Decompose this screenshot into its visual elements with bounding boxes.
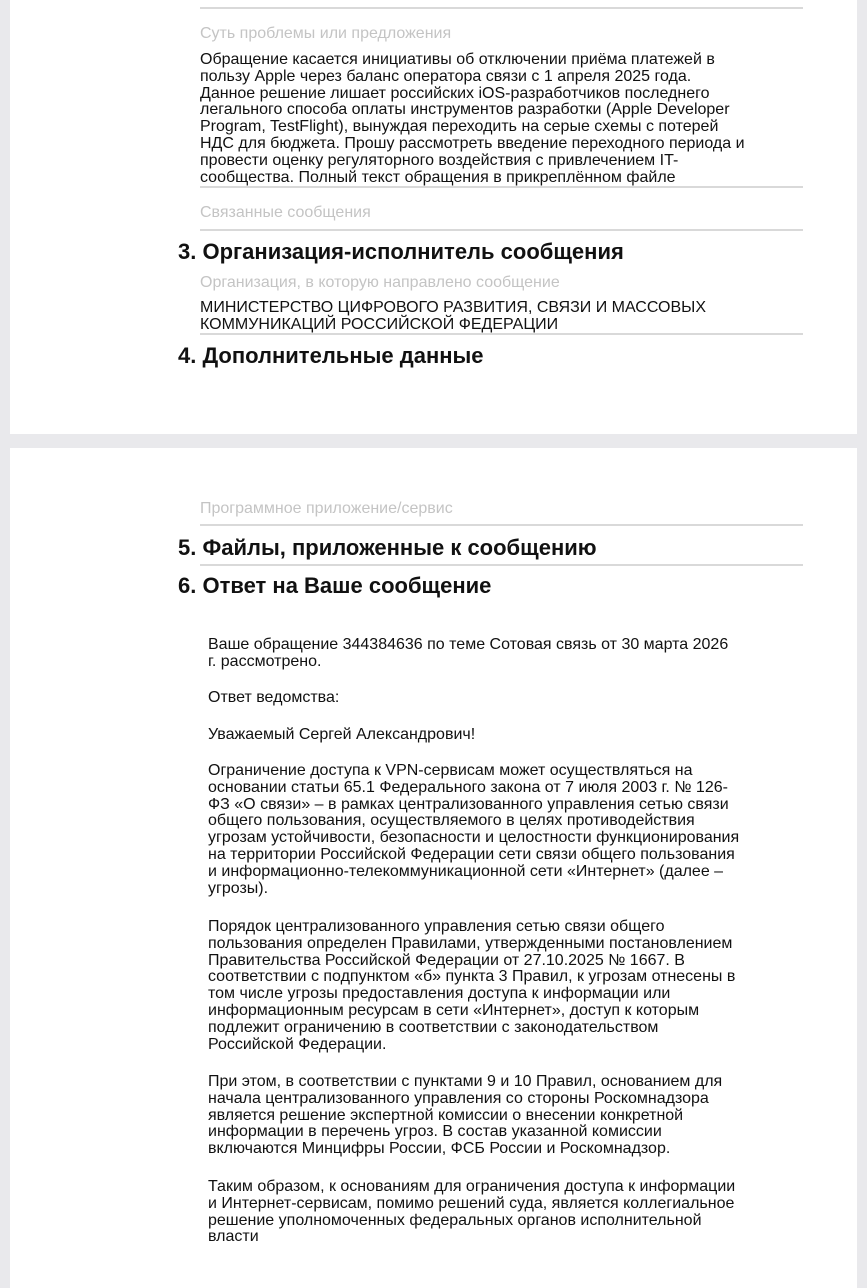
text-line: КОММУНИКАЦИЙ РОССИЙСКОЙ ФЕДЕРАЦИИ (200, 315, 559, 333)
divider (200, 7, 803, 9)
text-line: НДС для бюджета. Прошу рассмотреть введение переходного периода и (200, 134, 745, 152)
text-line: Правительства Российской Федерации от 27.10.2025 № 1667. В (208, 951, 685, 969)
text-line: МИНИСТЕРСТВО ЦИФРОВОГО РАЗВИТИЯ, СВЯЗИ И МАССОВЫХ (200, 299, 706, 316)
text-line: соответствии с подпунктом «б» пункта 3 Правил, к угрозам отнесены в (208, 968, 736, 986)
text-line: информационным ресурсам в сети «Интернет», доступ к которым (208, 1001, 700, 1019)
text-line: легального способа оплаты инструментов разработки (Apple Developer (200, 101, 730, 119)
text-line: том числе угрозы предоставления доступа к информации или (208, 985, 671, 1003)
text-line: и Интернет-сервисам, помимо решений суда, является коллегиальное (208, 1194, 735, 1212)
section-6-title: 6. Ответ на Ваше сообщение (178, 573, 492, 598)
text-line: Данное решение лишает российских iOS-разработчиков последнего (200, 84, 710, 102)
app-service-label: Программное приложение/сервис (200, 500, 453, 517)
greeting: Уважаемый Сергей Александрович! (208, 726, 476, 743)
text-line: пользу Apple через баланс оператора связи с 1 апреля 2025 года. (200, 67, 692, 85)
response-intro (208, 637, 798, 671)
text-line: сообщества. Полный текст обращения в прикреплённом файле (200, 168, 676, 186)
text-line: и информационно-телекоммуникационной сети «Интернет» (далее – (208, 862, 724, 880)
text-line: основании статьи 65.1 Федерального закона от 7 июля 2003 г. № 126- (208, 778, 728, 796)
section-3-title: 3. Организация-исполнитель сообщения (178, 239, 624, 264)
text-line: Program, TestFlight), вынуждая переходить на серые схемы с потерей (200, 118, 719, 136)
text-line: г. рассмотрено. (208, 652, 322, 670)
text-line: угрозам устойчивости, безопасности и целостности функционирования (208, 829, 740, 847)
text-line: общего пользования, осуществляемого в целях противодействия (208, 812, 695, 830)
organization-name (200, 300, 800, 334)
text-line: пользования определен Правилами, утвержденными постановлением (208, 934, 733, 952)
document-page-1 (10, 0, 857, 434)
text-line: провести оценку регуляторного воздействия с привлечением IT- (200, 151, 679, 169)
text-line: включаются Минцифры России, ФСБ России и Роскомнадзор. (208, 1140, 671, 1158)
divider (200, 186, 803, 188)
text-line: Ваше обращение 344384636 по теме Сотовая связь от 30 марта 2026 (208, 636, 729, 653)
organization-label: Организация, в которую направлено сообщение (200, 274, 560, 291)
text-line: власти (208, 1228, 259, 1246)
text-line: решение уполномоченных федеральных органов исполнительной (208, 1211, 702, 1229)
text-line: подлежит ограничению в соответствии с законодательством (208, 1018, 659, 1036)
problem-text (200, 52, 800, 186)
text-line: Таким образом, к основаниям для ограничения доступа к информации (208, 1178, 736, 1195)
section-4-title: 4. Дополнительные данные (178, 343, 484, 368)
divider (200, 564, 803, 566)
text-line: угрозы). (208, 879, 269, 897)
response-paragraph-2 (208, 919, 798, 1053)
text-line: на территории Российской Федерации сети связи общего пользования (208, 845, 735, 863)
response-paragraph-3 (208, 1074, 798, 1158)
divider (200, 524, 803, 526)
text-line: Ограничение доступа к VPN-сервисам может осуществляться на (208, 762, 693, 779)
divider (200, 333, 803, 335)
text-line: начала централизованного управления со стороны Роскомнадзора (208, 1089, 709, 1107)
divider (200, 229, 803, 231)
response-paragraph-1 (208, 763, 798, 897)
text-line: ФЗ «О связи» – в рамках централизованного управления сетью связи (208, 795, 729, 813)
text-line: При этом, в соответствии с пунктами 9 и 10 Правил, основанием для (208, 1073, 723, 1090)
text-line: информации в перечень угроз. В состав указанной комиссии (208, 1123, 662, 1141)
section-5-title: 5. Файлы, приложенные к сообщению (178, 535, 597, 560)
document-page-2 (10, 448, 857, 1288)
text-line: Порядок централизованного управления сетью связи общего (208, 918, 665, 935)
agency-reply-label: Ответ ведомства: (208, 689, 340, 706)
response-paragraph-4 (208, 1179, 798, 1246)
text-line: является решение экспертной комиссии о внесении конкретной (208, 1106, 684, 1124)
problem-label: Суть проблемы или предложения (200, 25, 452, 42)
text-line: Российской Федерации. (208, 1035, 387, 1053)
text-line: Обращение касается инициативы об отключении приёма платежей в (200, 51, 715, 68)
related-messages-label: Связанные сообщения (200, 204, 371, 221)
